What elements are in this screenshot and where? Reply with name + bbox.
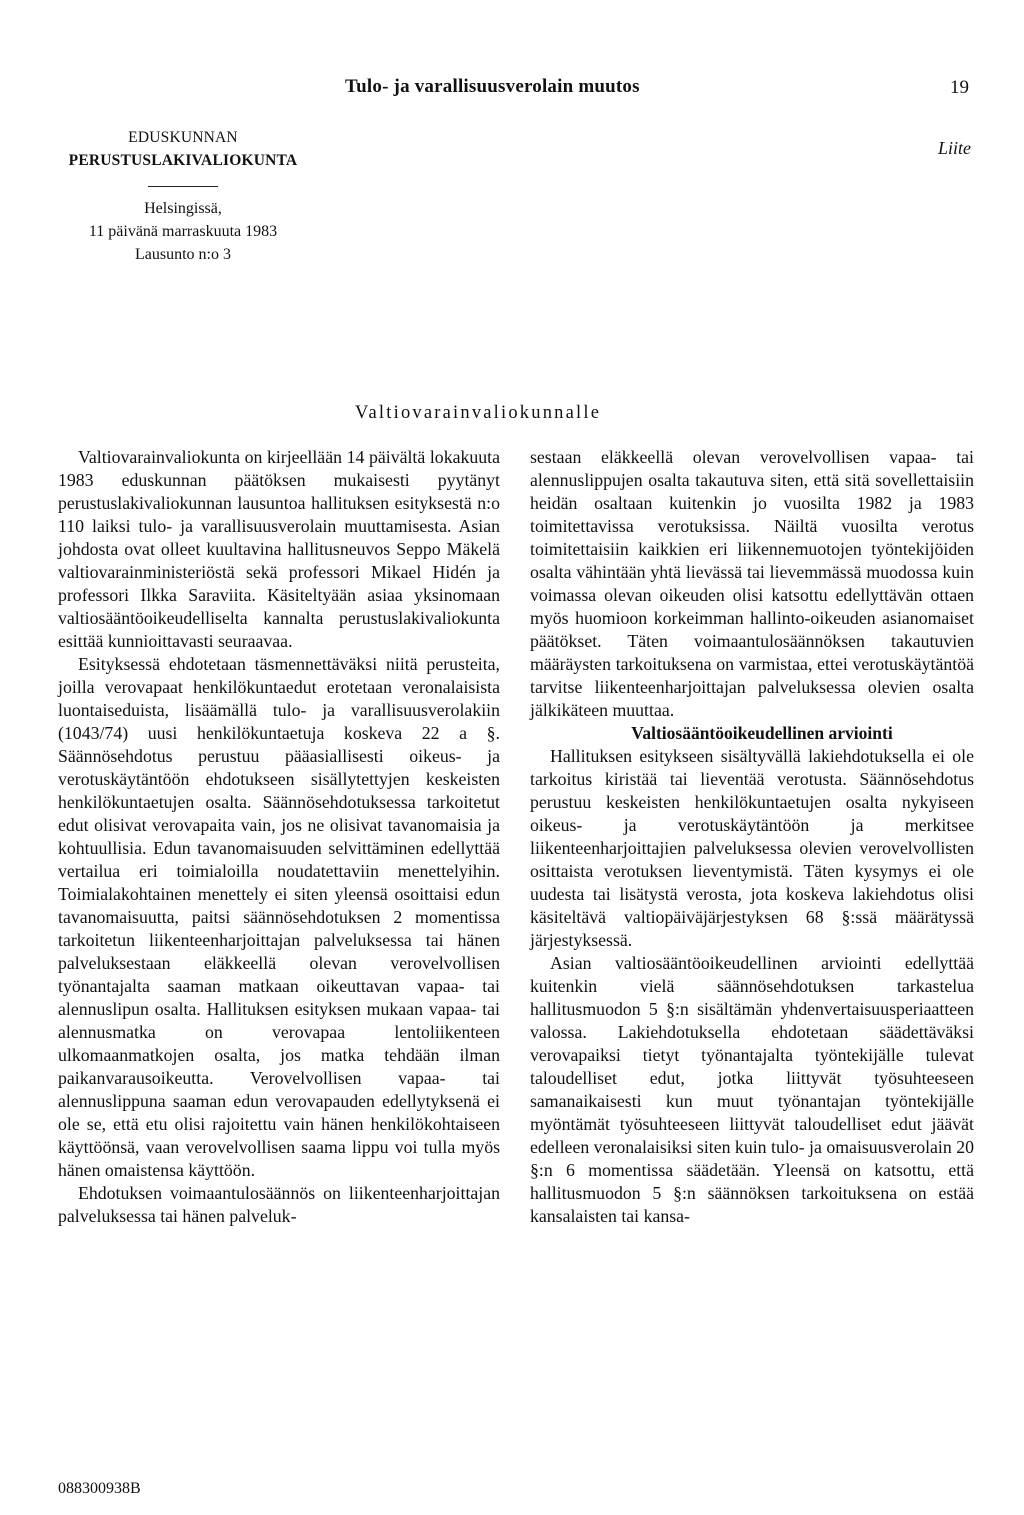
committee-place: Helsingissä, [144, 200, 222, 217]
divider [148, 186, 218, 187]
running-header-title: Tulo- ja varallisuusverolain muutos [345, 76, 640, 97]
paragraph: Hallituksen esitykseen sisältyvällä lakiehdotuksella ei ole tarkoitus kiristää tai lieventää verotusta. Säännösehdotus perustuu keskeisten henkilökuntaetujen osalta nykyiseen oikeus- ja verotuskäytäntöön ja merkitsee liikenteenharjoittajien palveluksessa olevien verovelvollisten osittaista verotuksen lieventymistä. Täten kysymys ei ole uudesta tai lisätystä verosta, jota koskeva lakiehdotus olisi käsiteltävä valtiopäiväjärjestyksen 68 §:ssä määrätyssä järjestyksessä. [530, 746, 974, 950]
paragraph: Valtiovarainvaliokunta on kirjeellään 14 päivältä lokakuuta 1983 eduskunnan päätöksen mukaisesti pyytänyt perustuslakivaliokunnan lausuntoa hallituksen esityksestä n:o 110 laiksi tulo- ja varallisuusverolain muuttamisesta. Asian johdosta ovat olleet kuultavina hallitusneuvos Seppo Mäkelä valtiovarainministeriöstä sekä professori Mikael Hidén ja professori Ilkka Saraviita. Käsiteltyään asiaa yksinomaan valtiosääntöoikeudelliselta kannalta perustuslakivaliokunta esittää kunnioittavasti seuraavaa. [58, 447, 500, 651]
committee-name-line1: EDUSKUNNAN [128, 129, 238, 146]
appendix-label: Liite [938, 138, 972, 158]
paragraph: Ehdotuksen voimaantulosäännös on liikenteenharjoittajan palveluksessa tai hänen palveluk- [58, 1183, 500, 1226]
page-number: 19 [950, 77, 969, 98]
section-heading: Valtiosääntöoikeudellinen arviointi [631, 723, 893, 743]
left-column [58, 446, 500, 1228]
committee-name-line2: PERUSTUSLAKIVALIOKUNTA [68, 152, 298, 169]
committee-block [58, 126, 308, 266]
statement-number: Lausunto n:o 3 [135, 246, 231, 263]
right-column [530, 446, 974, 1228]
paragraph: sestaan eläkkeellä olevan verovelvollisen vapaa- tai alennuslippujen osalta takautuva siten, että sitä sovellettaisiin heidän osaltaan kuitenkin jo vuosilta 1982 ja 1983 toimitettavissa verotuksissa. Näiltä vuosilta verotus toimitettaisiin kaikkien eri liikennemuotojen työntekijöiden osalta vähintään yhtä lievässä tai lievemmässä muodossa kuin voimassa olevan oikeuden olisi katsottu edellyttävän ottaen myös huomioon korkeimman hallinto-oikeuden asianomaiset päätökset. Täten voimaantulosäännöksen takautuvien määräysten tarkoituksena on varmistaa, ettei verotuskäytäntöä tarvitse liikenteenharjoittajan palveluksessa olevien osalta jälkikäteen muuttaa. [530, 447, 974, 720]
paragraph: Asian valtiosääntöoikeudellinen arviointi edellyttää kuitenkin vielä säännösehdotuksen tarkastelua hallitusmuodon 5 §:n sisältämän yhdenvertaisuusperiaatteen valossa. Lakiehdotuksella ehdotetaan säädettäväksi verovapaiksi tietyt työnantajalta työntekijälle tulevat taloudelliset edut, jotka liittyvät työsuhteeseen samanaikaisesti kun muut työnantajan työntekijälle myöntämät työsuhteeseen liittyvät taloudelliset edut jäävät edelleen veronalaisiksi siten kuin tulo- ja omaisuusverolain 20 §:n 6 momentissa säädetään. Yleensä on katsottu, että hallitusmuodon 5 §:n säännöksen tarkoituksena on estää kansalaisten tai kansa- [530, 953, 974, 1226]
paragraph: Esityksessä ehdotetaan täsmennettäväksi niitä perusteita, joilla verovapaat henkilökuntaedut erotetaan veronalaisista luontaiseduista, lisäämällä tulo- ja varallisuusverolakiin (1043/74) uusi henkilökuntaetuja koskeva 22 a §. Säännösehdotus perustuu pääasiallisesti oikeus- ja verotuskäytäntöön ehdotukseen sisällytettyjen keskeisten henkilökuntaetujen osalta. Säännösehdotuksessa tarkoitetut edut olisivat verovapaita vain, jos ne olisivat tavanomaisia ja kohtuullisia. Edun tavanomaisuuden selvittäminen edellyttää vertailua eri toimialoilla noudatettaviin menettelyihin. Toimialakohtainen menettely ei siten yleensä osoittaisi edun tavanomaisuutta, paitsi säännösehdotuksen 2 momentissa tarkoitetun liikenteenharjoittajan palveluksessa tai hänen palveluksestaan eläkkeellä olevan verovelvollisen työnantajalta saaman matkaan oikeuttavan vapaa- tai alennuslipun osalta. Hallituksen esityksen mukaan vapaa- tai alennusmatka on verovapaa lentoliikenteen ulkomaanmatkojen osalta, jos matka tehdään ilman paikanvarausoikeutta. Verovelvollisen vapaa- tai alennuslippuna saaman edun verovapauden edellytyksenä ei ole se, että etu olisi rajoitettu vain hänen henkilökohtaiseen käyttöönsä, vaan verovelvollisen saama lippu voi tulla myös hänen omaistensa käyttöön. [58, 654, 500, 1180]
committee-date: 11 päivänä marraskuuta 1983 [88, 223, 278, 240]
footer-code: 088300938B [58, 1480, 141, 1497]
addressee-heading: Valtiovarainvaliokunnalle [355, 403, 602, 423]
